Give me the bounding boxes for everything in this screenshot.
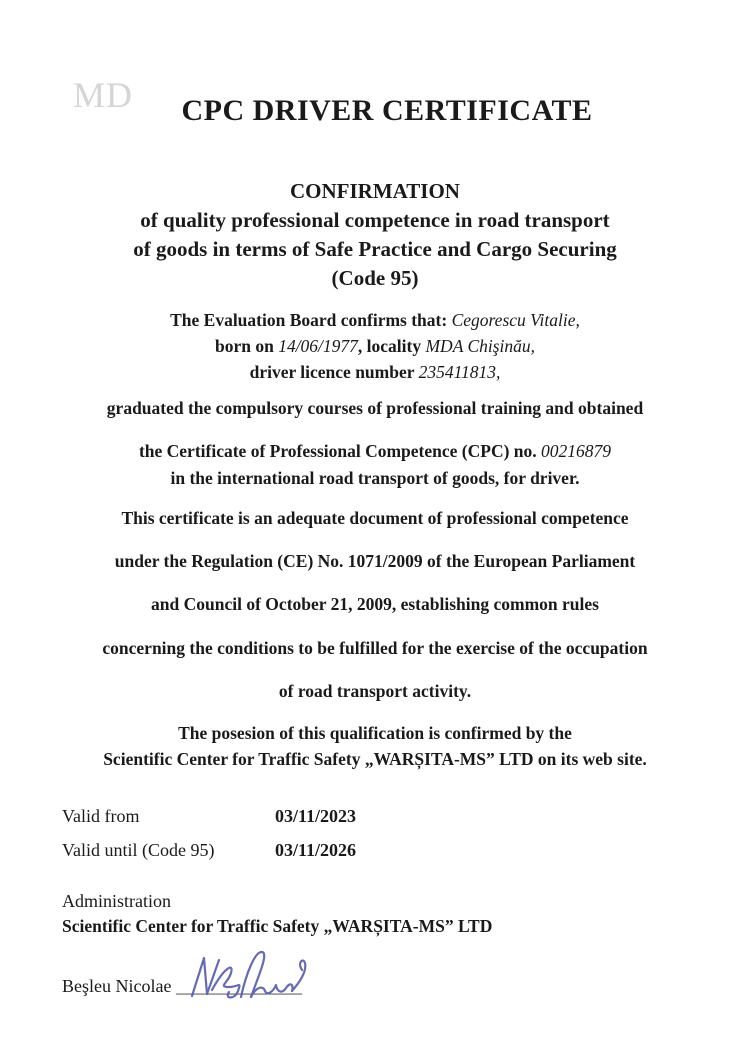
paragraph-5: of road transport activity.	[278, 681, 472, 701]
signature-stroke	[292, 961, 305, 991]
evaluation-board-block	[0, 307, 750, 385]
valid-from-value: 03/11/2023	[275, 806, 357, 826]
confirmation-code: (Code 95)	[331, 266, 419, 290]
administration-label: Administration	[62, 891, 171, 911]
possession-line-2: Scientific Center for Traffic Safety „WARȘITA-MS” LTD on its web site.	[103, 749, 647, 769]
cpc-number: 00216879	[541, 441, 612, 461]
signature-stroke	[241, 952, 264, 997]
page-title: CPC DRIVER CERTIFICATE	[181, 94, 593, 127]
valid-from-label: Valid from	[62, 806, 140, 826]
paragraph-2: under the Regulation (CE) No. 1071/2009 of the European Parliament	[114, 551, 636, 571]
board-line-name	[0, 307, 750, 333]
confirmation-line: of quality professional competence in road transport	[140, 208, 610, 232]
md-watermark: MD	[73, 75, 134, 115]
board-line-licence	[0, 359, 750, 385]
board-line-birth	[0, 333, 750, 359]
graduated-line: graduated the compulsory courses of professional training and obtained	[106, 398, 644, 418]
confirms-label: The Evaluation Board confirms that:	[170, 310, 452, 330]
cpc-line-number	[0, 438, 750, 465]
signature-stroke	[192, 958, 219, 996]
cpc-line-scope: in the international road transport of goods, for driver.	[170, 468, 580, 488]
birth-date: 14/06/1977	[278, 336, 358, 356]
valid-until-value: 03/11/2026	[275, 840, 357, 860]
cpc-prefix: the Certificate of Professional Competence (CPC) no.	[138, 441, 542, 461]
handwritten-signature	[186, 942, 318, 1006]
cpc-block	[0, 438, 750, 492]
paragraph-1: This certificate is an adequate document of professional competence	[121, 508, 629, 528]
locality-value: MDA Chişinău,	[425, 336, 536, 356]
paragraph-4: concerning the conditions to be fulfilled for the exercise of the occupation	[102, 638, 648, 658]
licence-number: 235411813,	[418, 362, 501, 382]
confirmation-heading: CONFIRMATION	[290, 179, 460, 203]
organization-name: Scientific Center for Traffic Safety „WARȘITA-MS” LTD	[62, 916, 493, 936]
signer-name: Beşleu Nicolae	[62, 976, 172, 996]
confirmation-line: of goods in terms of Safe Practice and Cargo Securing	[133, 237, 617, 261]
signature-stroke	[251, 984, 293, 997]
paragraph-3: and Council of October 21, 2009, establishing common rules	[151, 594, 599, 614]
licence-label: driver licence number	[249, 362, 419, 382]
signature-underline: ______________	[175, 976, 302, 996]
person-name: Cegorescu Vitalie,	[451, 310, 580, 330]
valid-until-label: Valid until (Code 95)	[62, 840, 215, 860]
locality-label: , locality	[357, 336, 426, 356]
signature-stroke	[212, 968, 240, 998]
confirmation-block	[0, 177, 750, 293]
possession-block	[0, 720, 750, 772]
born-label: born on	[214, 336, 279, 356]
possession-line-1: The posesion of this qualification is confirmed by the	[178, 723, 572, 743]
